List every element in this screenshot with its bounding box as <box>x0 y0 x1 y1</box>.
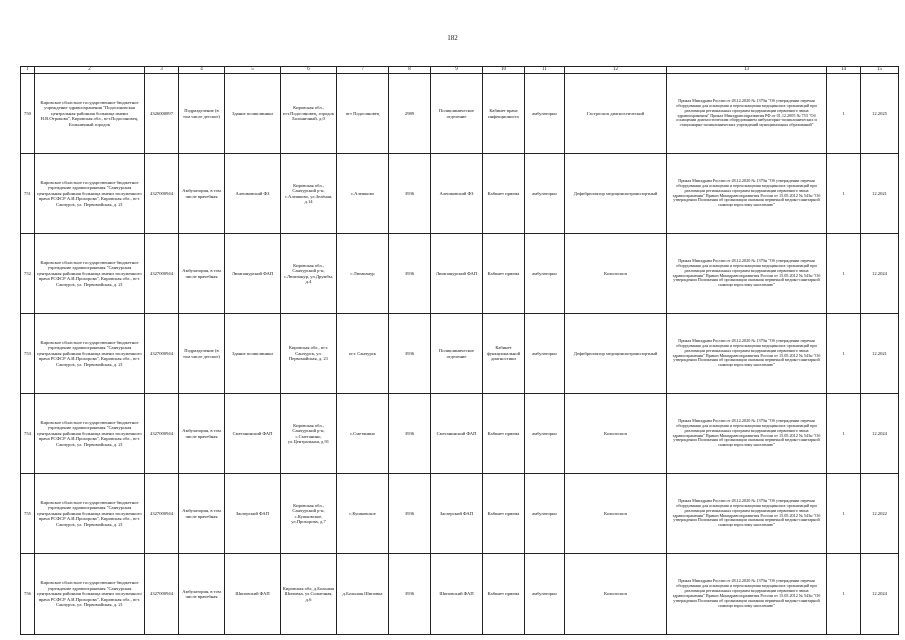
legal-basis-cell: Приказ Минздрава России от 28.12.2020 № 1379н "Об утверждении перечня оборудования для оснащения и переоснащения медицинских организаций при реализации региональных программ модернизации первичного звена здравоохранения" Приказ Минздравсоцразвития России от 15.05.2012 № 543н "Об утверждении Положения об организации оказания первичной медико-санитарной помощи взрослому населению" <box>667 154 827 234</box>
unit-name-cell: Заозерский ФАП <box>225 474 281 554</box>
care-cell: амбулаторно <box>525 234 565 314</box>
page-number: 182 <box>447 34 458 42</box>
unit-type-cell: Подразделение (в том числе детское) <box>179 314 225 394</box>
quantity-cell: 1 <box>827 74 861 154</box>
inn-cell: 4326000897 <box>145 74 179 154</box>
column-number: 1 <box>21 67 35 74</box>
table-row <box>21 74 899 154</box>
unit-name-cell: Сметанинский ФАП <box>225 394 281 474</box>
locality-cell: с.Алешково <box>337 154 389 234</box>
locality-cell: д.Большая Шиповка <box>337 554 389 635</box>
equipment-cell: Гастроскоп диагностический <box>565 74 667 154</box>
column-number: 7 <box>337 67 389 74</box>
column-number: 15 <box>861 67 899 74</box>
row-number: 752 <box>21 234 35 314</box>
equipment-register-table <box>20 66 899 635</box>
inn-cell: 4327000944 <box>145 394 179 474</box>
table-row <box>21 234 899 314</box>
room-cell: Кабинет приема <box>483 474 525 554</box>
organization-cell: Кировское областное государственное бюджетное учреждение здравоохранения "Санчурская центральная районная больница имени заслуженного врача РСФСР А.И.Прохорова", Кировская обл., пгт. Санчурск, ул. Первомайская, д. 21 <box>35 554 145 635</box>
address-cell: Кировская обл., Санчурский р-н, с.Люмпанур, ул.Дружбы, д.4 <box>281 234 337 314</box>
unit-type-cell: Амбулатория, в том числе врачебная <box>179 234 225 314</box>
equipment-cell: Дефибриллятор медицинскотранспортный <box>565 314 667 394</box>
table-row <box>21 554 899 635</box>
department-cell: Алешковский ФЗ <box>431 154 483 234</box>
unit-type-cell: Амбулатория, в том числе врачебная <box>179 394 225 474</box>
equipment-cell: Кольпоскоп <box>565 394 667 474</box>
date-cell: 12.2024 <box>861 234 899 314</box>
legal-basis-cell: Приказ Минздрава России от 28.12.2020 № 1379н "Об утверждении перечня оборудования для оснащения и переоснащения медицинских организаций при реализации региональных программ модернизации первичного звена здравоохранения" Приказ Минздравсоцразвития России от 15.05.2012 № 543н "Об утверждении Положения об организации оказания первичной медико-санитарной помощи взрослому населению" <box>667 394 827 474</box>
equipment-cell: Дефибриллятор медицинскотранспортный <box>565 154 667 234</box>
quantity-cell: 1 <box>827 474 861 554</box>
unit-name-cell: Здание поликлиники <box>225 314 281 394</box>
inn-cell: 4327000944 <box>145 314 179 394</box>
department-cell: Поликлиническое отделение <box>431 74 483 154</box>
code-cell: 2989 <box>389 74 431 154</box>
quantity-cell: 1 <box>827 314 861 394</box>
organization-cell: Кировское областное государственное бюджетное учреждение здравоохранения "Санчурская центральная районная больница имени заслуженного врача РСФСР А.И.Прохорова", Кировская обл., пгт. Санчурск, ул. Первомайская, д. 21 <box>35 234 145 314</box>
address-cell: Кировская обл, д.Большая Шиповка, ул.Солнечная, д.6 <box>281 554 337 635</box>
inn-cell: 4327000944 <box>145 234 179 314</box>
column-number: 4 <box>179 67 225 74</box>
table-row <box>21 314 899 394</box>
legal-basis-cell: Приказ Минздрава России от 28.12.2020 № 1379н "Об утверждении перечня оборудования для оснащения и переоснащения медицинских организаций при реализации региональных программ модернизации первичного звена здравоохранения" Приказ Минздравсоцразвития России от 15.05.2012 № 543н "Об утверждении Положения об организации оказания первичной медико-санитарной помощи взрослому населению" <box>667 554 827 635</box>
code-cell: 3936 <box>389 314 431 394</box>
locality-cell: с.Кушковское <box>337 474 389 554</box>
code-cell: 3936 <box>389 394 431 474</box>
care-cell: амбулаторно <box>525 554 565 635</box>
column-number: 2 <box>35 67 145 74</box>
department-cell: Люмпанурский ФАП <box>431 234 483 314</box>
quantity-cell: 1 <box>827 154 861 234</box>
quantity-cell: 1 <box>827 234 861 314</box>
address-cell: Кировская обл., пгт.Подосиновец, городок Больничный, д.0 <box>281 74 337 154</box>
unit-type-cell: Подразделение (в том числе детское) <box>179 74 225 154</box>
date-cell: 12.2021 <box>861 314 899 394</box>
locality-cell: пгт Подосиновец <box>337 74 389 154</box>
column-number: 10 <box>483 67 525 74</box>
quantity-cell: 1 <box>827 394 861 474</box>
room-cell: Кабинет приема <box>483 394 525 474</box>
department-cell: Шиповский ФАП <box>431 554 483 635</box>
care-cell: амбулаторно <box>525 314 565 394</box>
address-cell: Кировская обл., пгт. Санчурск, ул. Первомайская, д. 21 <box>281 314 337 394</box>
table-row <box>21 474 899 554</box>
care-cell: амбулаторно <box>525 74 565 154</box>
column-number: 6 <box>281 67 337 74</box>
locality-cell: пгт. Санчурск <box>337 314 389 394</box>
column-number: 9 <box>431 67 483 74</box>
care-cell: амбулаторно <box>525 154 565 234</box>
date-cell: 12.2022 <box>861 474 899 554</box>
code-cell: 3936 <box>389 554 431 635</box>
organization-cell: Кировское областное государственное бюджетное учреждение здравоохранения "Санчурская центральная районная больница имени заслуженного врача РСФСР А.И.Прохорова", Кировская обл., пгт. Санчурск, ул. Первомайская, д. 21 <box>35 314 145 394</box>
room-cell: Кабинет приема <box>483 554 525 635</box>
legal-basis-cell: Приказ Минздрава России от 28.12.2020 № 1379н "Об утверждении перечня оборудования для оснащения и переоснащения медицинских организаций при реализации региональных программ модернизации первичного звена здравоохранения" Приказ Минздравсоцразвития России от 15.05.2012 № 543н "Об утверждении Положения об организации оказания первичной медико-санитарной помощи взрослому населению" <box>667 314 827 394</box>
table-row <box>21 394 899 474</box>
room-cell: Кабинет приема <box>483 154 525 234</box>
unit-type-cell: Амбулатория, в том числе врачебная <box>179 474 225 554</box>
inn-cell: 4327000944 <box>145 154 179 234</box>
code-cell: 3936 <box>389 234 431 314</box>
date-cell: 12.2024 <box>861 554 899 635</box>
row-number: 751 <box>21 154 35 234</box>
date-cell: 12.2024 <box>861 394 899 474</box>
address-cell: Кировская обл., Санчурский р-н, с.Алешково, ул.Зелёная, д.14 <box>281 154 337 234</box>
column-number: 8 <box>389 67 431 74</box>
column-number: 5 <box>225 67 281 74</box>
unit-name-cell: Люмпанурский ФАП <box>225 234 281 314</box>
row-number: 756 <box>21 554 35 635</box>
table-body <box>21 67 899 635</box>
row-number: 750 <box>21 74 35 154</box>
unit-type-cell: Амбулатория, в том числе врачебная <box>179 154 225 234</box>
date-cell: 12.2025 <box>861 74 899 154</box>
locality-cell: с.Сметанино <box>337 394 389 474</box>
legal-basis-cell: Приказ Минздрава России от 28.12.2020 № 1379н "Об утверждении перечня оборудования для оснащения и переоснащения медицинских организаций при реализации региональных программ модернизации первичного звена здравоохранения" Приказ Минздравсоцразвития РФ от 01.12.2005 № 753 "Об оснащении диагностическим оборудованием амбулаторно-поликлинических и стационарно-поликлинических учреждений муниципальных образований" <box>667 74 827 154</box>
address-cell: Кировская обл., Санчурский р-н, с.Сметанино, ул.Центральная, д.91 <box>281 394 337 474</box>
care-cell: амбулаторно <box>525 394 565 474</box>
unit-name-cell: Шиповский ФАП <box>225 554 281 635</box>
code-cell: 3936 <box>389 154 431 234</box>
organization-cell: Кировское областное государственное бюджетное учреждение здравоохранения "Санчурская центральная районная больница имени заслуженного врача РСФСР А.И.Прохорова", Кировская обл., пгт. Санчурск, ул. Первомайская, д. 21 <box>35 394 145 474</box>
column-number: 11 <box>525 67 565 74</box>
column-number-row <box>21 67 899 74</box>
unit-name-cell: Здание поликлиники <box>225 74 281 154</box>
unit-name-cell: Алешковский ФЗ <box>225 154 281 234</box>
table-row <box>21 154 899 234</box>
date-cell: 12.2021 <box>861 154 899 234</box>
row-number: 753 <box>21 314 35 394</box>
unit-type-cell: Амбулатория, в том числе врачебная <box>179 554 225 635</box>
equipment-cell: Кольпоскоп <box>565 554 667 635</box>
address-cell: Кировская обл., Санчурский р-н, с.Кушковское, ул.Прохорова, д.7 <box>281 474 337 554</box>
room-cell: Кабинет приема <box>483 234 525 314</box>
room-cell: Кабинет функциональной диагностики <box>483 314 525 394</box>
department-cell: Поликлиническое отделение <box>431 314 483 394</box>
care-cell: амбулаторно <box>525 474 565 554</box>
room-cell: Кабинет врача инфекциониста <box>483 74 525 154</box>
row-number: 754 <box>21 394 35 474</box>
legal-basis-cell: Приказ Минздрава России от 28.12.2020 № 1379н "Об утверждении перечня оборудования для оснащения и переоснащения медицинских организаций при реализации региональных программ модернизации первичного звена здравоохранения" Приказ Минздравсоцразвития России от 15.05.2012 № 543н "Об утверждении Положения об организации оказания первичной медико-санитарной помощи взрослому населению" <box>667 474 827 554</box>
column-number: 3 <box>145 67 179 74</box>
organization-cell: Кировское областное государственное бюджетное учреждение здравоохранения "Санчурская центральная районная больница имени заслуженного врача РСФСР А.И.Прохорова", Кировская обл., пгт. Санчурск, ул. Первомайская, д. 21 <box>35 154 145 234</box>
column-number: 14 <box>827 67 861 74</box>
equipment-cell: Кольпоскоп <box>565 474 667 554</box>
column-number: 12 <box>565 67 667 74</box>
row-number: 755 <box>21 474 35 554</box>
quantity-cell: 1 <box>827 554 861 635</box>
organization-cell: Кировское областное государственное бюджетное учреждение здравоохранения "Санчурская центральная районная больница имени заслуженного врача РСФСР А.И.Прохорова", Кировская обл., пгт. Санчурск, ул. Первомайская, д. 21 <box>35 474 145 554</box>
equipment-cell: Кольпоскоп <box>565 234 667 314</box>
department-cell: Заозерский ФАП <box>431 474 483 554</box>
inn-cell: 4327000944 <box>145 554 179 635</box>
column-number: 13 <box>667 67 827 74</box>
department-cell: Сметанинский ФАП <box>431 394 483 474</box>
legal-basis-cell: Приказ Минздрава России от 28.12.2020 № 1379н "Об утверждении перечня оборудования для оснащения и переоснащения медицинских организаций при реализации региональных программ модернизации первичного звена здравоохранения" Приказ Минздравсоцразвития России от 15.05.2012 № 543н "Об утверждении Положения об организации оказания первичной медико-санитарной помощи взрослому населению" <box>667 234 827 314</box>
locality-cell: с.Люмпанур <box>337 234 389 314</box>
inn-cell: 4327000944 <box>145 474 179 554</box>
code-cell: 3936 <box>389 474 431 554</box>
organization-cell: Кировское областное государственное бюджетное учреждение здравоохранения "Подосиновская центральная районная больница имени Н.В.Отрокова", Кировская обл., пгт.Подосиновец, Больничный городок <box>35 74 145 154</box>
